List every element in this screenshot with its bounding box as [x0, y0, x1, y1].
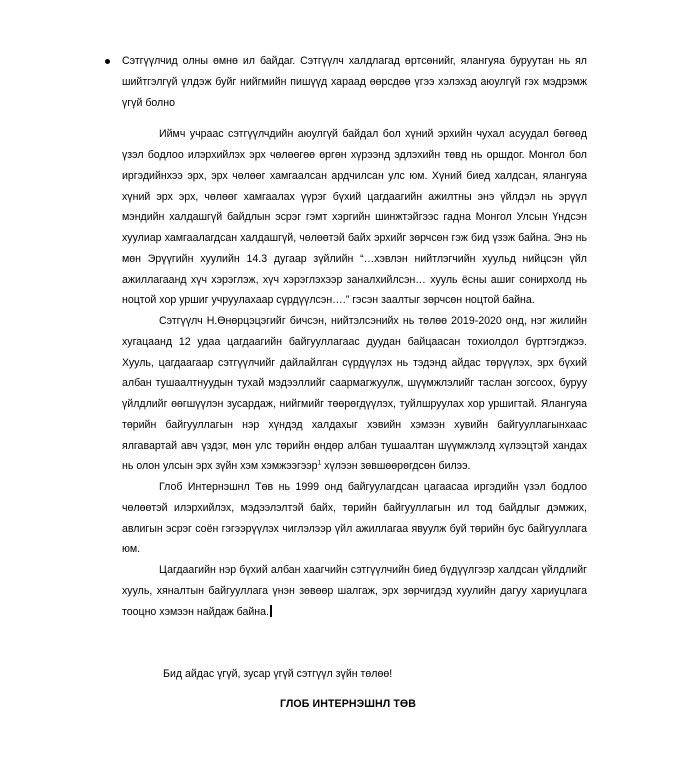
paragraph-2-text-after: хүлээн зөвшөөрөгдсөн билээ. [321, 460, 471, 473]
paragraph-2 [122, 311, 587, 477]
paragraph-1-text: Иймч учраас сэтгүүлчдийн аюулгүй байдал бол хүний эрхийн чухал асуудал бөгөөд үзэл бодлоо илэрхийлэх эрх чөлөөгөө өргөн хүрээнд эдлэхийн төвд нь оршдог. Монгол бол иргэдийнхээ эрх, эрх чөлөөг хамгаалсан ардчилсан улс юм. Хүний биед халдсан, ялангуяа хүний эрх эрх, чөлөөг хамгаалах үүрэг бүхий цагдаагийн ажилтны энэ үйлдэл нь эрүүл мэндийн халдашгүй байдлын эсрэг гэмт хэргийн шинжтэйгээс гадна Монгол Улсын Үндсэн хуулиар хамгаалагдсан халдашгүй, чөлөөтэй байх эрхийг зөрчсөн гэж бид үзэж байна. Энэ нь мөн Эрүүгийн хуулийн 14.3 дугаар зүйлийн “…хэвлэн нийтлэгчийн хуульд нийцсэн үйл ажиллагаанд хүч хэрэглэж, хүч хэрэглэхээр заналхийлсэн… хууль ёсны ашиг сонирхолд нь ноцтой хор уршиг учруулахаар сүрдүүлсэн….” гэсэн заалтыг зөрчсөн ноцтой байна. [122, 128, 587, 307]
bullet-dot-icon [105, 59, 110, 64]
closing-slogan: Бид айдас үгүй, зусар үгүй сэтгүүл зүйн төлөө! [163, 668, 393, 680]
document-body [122, 51, 587, 622]
paragraph-3 [122, 477, 587, 560]
paragraph-1 [122, 124, 587, 311]
bullet-text: Сэтгүүлчид олны өмнө ил байдаг. Сэтгүүлч халдлагад өртсөнийг, ялангуяа буруутан нь ял шийтгэлгүй үлдэж буйг нийгмийн пишүүд хараад өөрсдөө үгээ хэлэхэд аюулгүй гэх мэдрэмж үгүй болно [122, 55, 587, 109]
bullet-item [122, 51, 587, 113]
organization-signature: ГЛОБ ИНТЕРНЭШНЛ ТӨВ [280, 698, 416, 710]
paragraph-2-text: Сэтгүүлч Н.Өнөрцэцэгийг бичсэн, нийтэлсэнийх нь төлөө 2019-2020 онд, нэг жилийн хугацаанд 12 удаа цагдаагийн байгууллагаас дуудан байцаасан тохиолдол бүртгэгджээ. Хууль, цагдаагаар сэтгүүлчийг дайлайлган сүрдүүлэх нь тэдэнд айдас төрүүлэх, эрх бүхий албан тушаалтнуудын тухай мэдээллийг саармагжуулж, шүүмжлэлийг таслан зогсоох, буруу үйлдлийг өөгшүүлэн зусардаж, нийгмийг төөрөгдүүлэх, туйлшруулах хор уршигтай. Ялангуяа төрийн байгууллагын нэр хүндэд халдахыг хэвийн хэмээн хувийн байгууллагынхаас ялгавартай авч үздэг, мөн улс төрийн өндөр албан тушаалтан шүүмжлэлд хүлээцтэй хандах нь олон улсын эрх зүйн хэм хэмжээгээр [122, 315, 587, 473]
paragraph-3-text: Глоб Интернэшнл Төв нь 1999 онд байгуулагдсан цагаасаа иргэдийн үзэл бодлоо чөлөөтэй илэрхийлэх, мэдээлэлтэй байх, төрийн байгууллагын ил тод байдлыг дэмжих, авлигын эсрэг соён гэгээрүүлэх чиглэлээр үйл ажиллагаа явуулж буй төрийн бус байгууллага юм. [122, 481, 587, 556]
text-cursor [270, 605, 272, 617]
paragraph-4-text: Цагдаагийн нэр бүхий албан хаагчийн сэтгүүлчийн биед бүдүүлгээр халдсан үйлдлийг хууль, хяналтын байгууллага үнэн зөвөөр шалгаж, эрх зөрчигдэд хуулийн дагуу хариуцлага тооцно хэмээн найдаж байна. [122, 564, 587, 618]
paragraph-4 [122, 560, 587, 622]
footnote-reference: 1 [317, 459, 322, 467]
